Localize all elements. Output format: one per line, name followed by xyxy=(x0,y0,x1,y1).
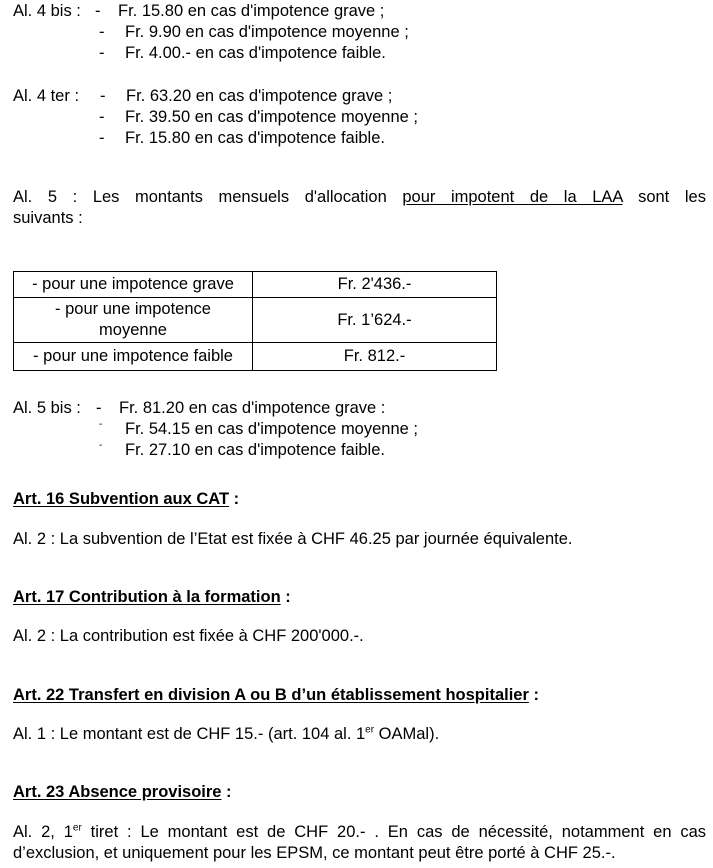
art23-word: cas xyxy=(680,823,707,841)
art16-heading xyxy=(13,489,239,510)
al5bis-label: Al. 5 bis : xyxy=(13,399,81,417)
art22-title: Art. 22 Transfert en division A ou B d’un établissement hospitalier xyxy=(13,686,529,704)
al5-word: montants xyxy=(135,188,203,206)
al5-underlined-phrase: pour impotent de la LAA xyxy=(402,188,623,206)
art23-word: est xyxy=(236,823,259,841)
table-cell-label xyxy=(14,298,253,343)
table-row xyxy=(14,343,497,371)
art17-heading xyxy=(13,587,291,608)
table-cell-label-line: moyenne xyxy=(99,321,167,339)
al5-word: sont xyxy=(638,188,670,206)
art23-word: . xyxy=(374,823,379,841)
al5-word: d'allocation xyxy=(304,188,387,206)
al4bis-dash-3: - xyxy=(99,44,105,62)
table-cell-value: Fr. 1’624.- xyxy=(253,298,497,343)
al4ter-dash-3: - xyxy=(99,129,105,147)
al4ter-label: Al. 4 ter : xyxy=(13,87,80,105)
art23-word: de xyxy=(451,823,470,841)
art22-heading xyxy=(13,685,539,706)
table-row xyxy=(14,272,497,298)
art23-word: cas xyxy=(416,823,443,841)
art22-text-main: Al. 1 : Le montant est de CHF 15.- (art. 104 al. 1 xyxy=(13,725,366,743)
al5-word: Les xyxy=(92,188,120,206)
al4bis-item-3: Fr. 4.00.- en cas d'impotence faible. xyxy=(125,44,386,62)
art23-word: notamment xyxy=(561,823,645,841)
art22-text xyxy=(13,724,439,745)
art23-word: nécessité, xyxy=(478,823,553,841)
al5bis-item-2: Fr. 54.15 en cas d'impotence moyenne ; xyxy=(125,420,418,438)
art16-text: Al. 2 : La subvention de l’Etat est fixée à CHF 46.25 par journée équivalente. xyxy=(13,530,573,548)
art17-title: Art. 17 Contribution à la formation xyxy=(13,588,281,606)
impotence-table xyxy=(13,271,497,371)
art16-title: Art. 16 Subvention aux CAT xyxy=(13,490,230,508)
al5-line1 xyxy=(13,187,706,208)
al4bis-item-1: Fr. 15.80 en cas d'impotence grave ; xyxy=(118,2,385,20)
art22-title-suffix: : xyxy=(528,686,539,704)
table-cell-label-line: - pour une impotence xyxy=(55,300,211,318)
art23-line1 xyxy=(13,822,706,843)
al5bis-dash-3: - xyxy=(99,440,103,451)
art23-line2: d’exclusion, et uniquement pour les EPSM, ce montant peut être porté à CHF 25.-. xyxy=(13,844,616,862)
al5bis-item-3: Fr. 27.10 en cas d'impotence faible. xyxy=(125,441,385,459)
art23-word: tiret : xyxy=(90,823,132,841)
al4bis-dash-1: - xyxy=(95,2,101,20)
table-cell-value: Fr. 812.- xyxy=(253,343,497,371)
art23-word: en xyxy=(653,823,672,841)
art17-title-suffix: : xyxy=(280,588,291,606)
al4ter-item-3: Fr. 15.80 en cas d'impotence faible. xyxy=(125,129,385,147)
al4ter-dash-2: - xyxy=(99,108,105,126)
art17-text: Al. 2 : La contribution est fixée à CHF 200'000.-. xyxy=(13,627,364,645)
art16-title-suffix: : xyxy=(229,490,240,508)
al5-word: Al. xyxy=(13,188,33,206)
table-cell-value: Fr. 2'436.- xyxy=(253,272,497,298)
art23-word: de xyxy=(267,823,286,841)
art23-word: CHF xyxy=(294,823,329,841)
art23-title: Art. 23 Absence provisoire xyxy=(13,783,222,801)
al5bis-dash-2: - xyxy=(99,419,103,430)
al5-word: mensuels xyxy=(218,188,290,206)
al5-line2: suivants : xyxy=(13,209,83,227)
al5-word: les xyxy=(684,188,706,206)
art23-word: En xyxy=(387,823,408,841)
al4ter-item-1: Fr. 63.20 en cas d'impotence grave ; xyxy=(126,87,393,105)
art22-text-end: OAMal). xyxy=(374,725,440,743)
art23-line1-prefix: Al. 2, 1er xyxy=(13,822,82,841)
al4bis-item-2: Fr. 9.90 en cas d'impotence moyenne ; xyxy=(125,23,409,41)
al5bis-dash-1: - xyxy=(96,399,102,417)
al5bis-item-1: Fr. 81.20 en cas d'impotence grave : xyxy=(119,399,386,417)
al5-word: 5 : xyxy=(47,188,78,206)
art23-title-suffix: : xyxy=(221,783,232,801)
al4ter-dash-1: - xyxy=(100,87,106,105)
table-cell-label: - pour une impotence grave xyxy=(14,272,253,298)
al4bis-dash-2: - xyxy=(99,23,105,41)
table-row xyxy=(14,298,497,343)
art23-sup: er xyxy=(72,822,82,834)
table-cell-label: - pour une impotence faible xyxy=(14,343,253,371)
art23-heading xyxy=(13,782,232,803)
art22-sup: er xyxy=(365,724,375,736)
art23-word: 20.- xyxy=(337,823,366,841)
al4bis-label: Al. 4 bis : xyxy=(13,2,81,20)
al4ter-item-2: Fr. 39.50 en cas d'impotence moyenne ; xyxy=(125,108,418,126)
art23-word: Le xyxy=(140,823,159,841)
art23-word: montant xyxy=(167,823,228,841)
